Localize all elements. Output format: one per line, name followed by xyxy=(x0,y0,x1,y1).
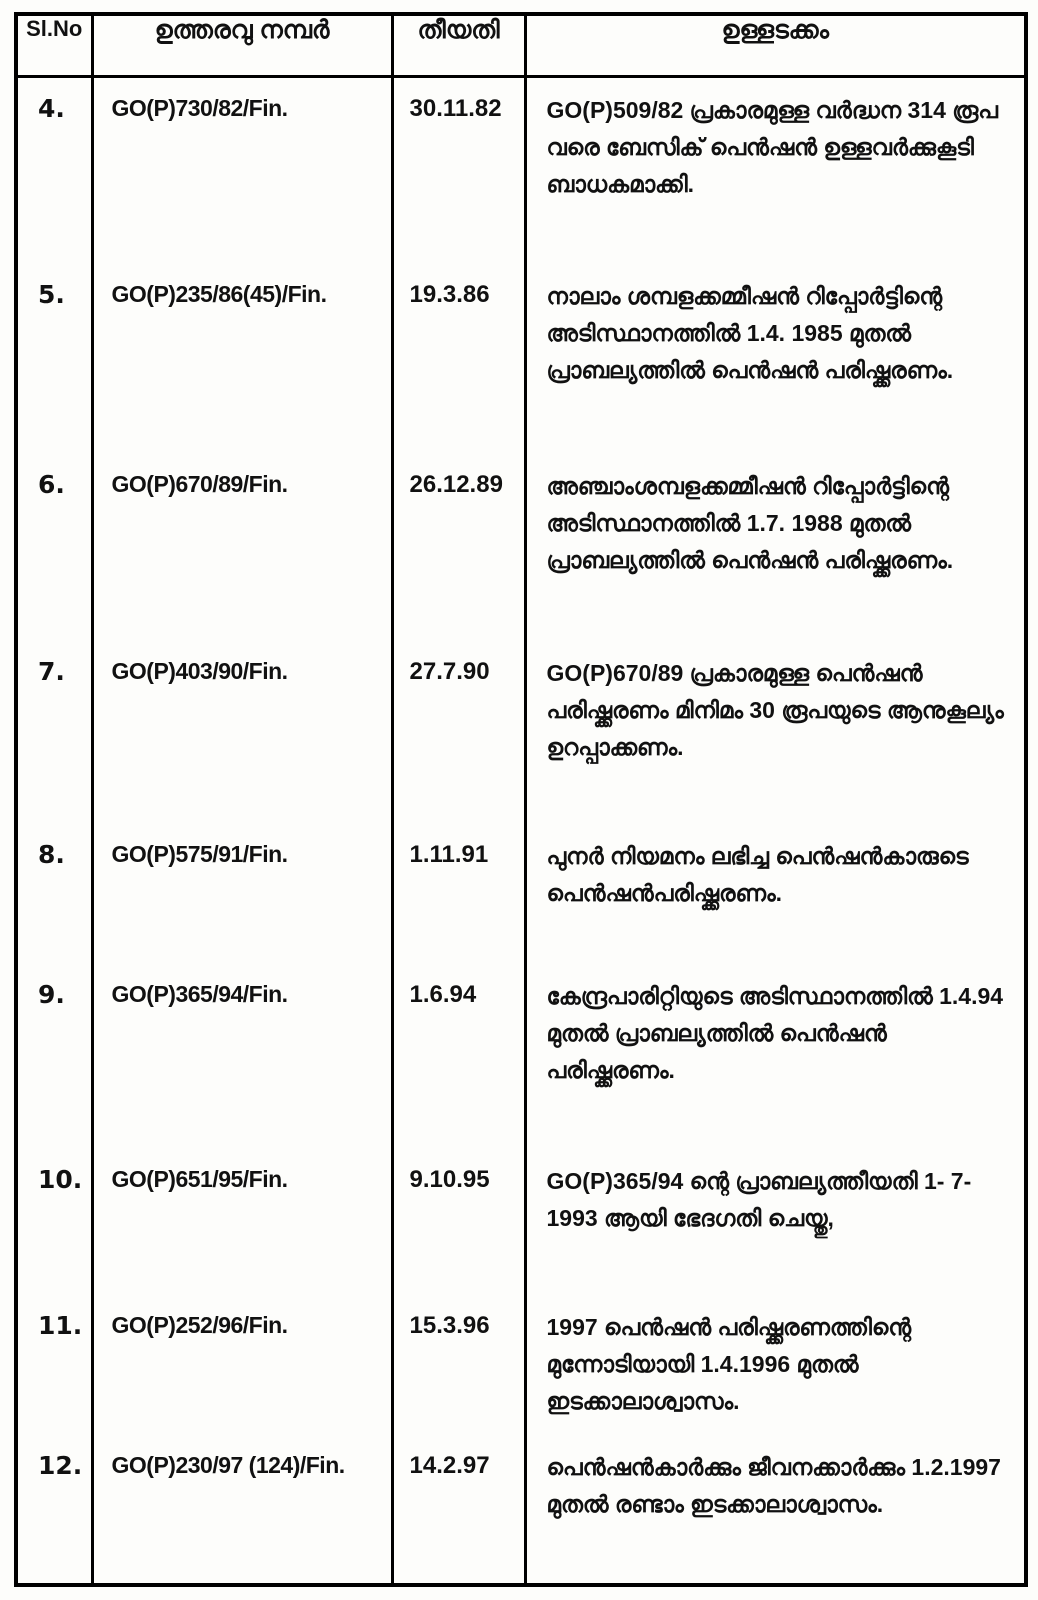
table-row xyxy=(16,1295,1026,1435)
table-row xyxy=(16,641,1026,824)
header-order-number: ഉത്തരവു നമ്പർ xyxy=(92,14,392,76)
cell-order-number: GO(P)365/94/Fin. xyxy=(92,964,392,1149)
cell-sl-no: 4. xyxy=(38,93,65,123)
cell-date: 14.2.97 xyxy=(392,1435,525,1585)
table-header xyxy=(16,14,1026,76)
cell-date: 1.6.94 xyxy=(392,964,525,1149)
cell-sl-no: 5. xyxy=(38,280,65,309)
cell-date: 30.11.82 xyxy=(392,76,525,264)
cell-date: 9.10.95 xyxy=(392,1149,525,1295)
cell-content: 1997 പെൻഷൻ പരിഷ്ക്കരണത്തിന്റെ മുന്നോടിയായി 1.4.1996 മുതൽ ഇടക്കാലാശ്വാസം. xyxy=(525,1295,1026,1435)
cell-date: 26.12.89 xyxy=(392,454,525,641)
header-content: ഉള്ളടക്കം xyxy=(525,14,1026,76)
table-row xyxy=(16,76,1026,264)
table-row xyxy=(16,454,1026,641)
header-row xyxy=(16,14,1026,76)
cell-content: GO(P)365/94 ന്റെ പ്രാബല്യത്തീയതി 1- 7- 1993 ആയി ഭേദഗതി ചെയ്തു, xyxy=(525,1149,1026,1295)
cell-date: 19.3.86 xyxy=(392,264,525,454)
table-row xyxy=(16,964,1026,1149)
table-body xyxy=(16,76,1026,1585)
cell-content: കേന്ദ്രപാരിറ്റിയുടെ അടിസ്ഥാനത്തിൽ 1.4.94 മുതൽ പ്രാബല്യത്തിൽ പെൻഷൻ പരിഷ്ക്കരണം. xyxy=(525,964,1026,1149)
cell-sl-no: 11. xyxy=(38,1311,83,1340)
cell-content: GO(P)670/89 പ്രകാരമുള്ള പെൻഷൻ പരിഷ്ക്കരണം മിനിമം 30 രൂപയുടെ ആനുകൂല്യം ഉറപ്പാക്കണം. xyxy=(525,641,1026,824)
cell-content: പെൻഷൻകാർക്കും ജീവനക്കാർക്കും 1.2.1997 മുതൽ രണ്ടാം ഇടക്കാലാശ്വാസം. xyxy=(525,1435,1026,1585)
cell-sl-no: 9. xyxy=(38,980,65,1009)
table-row xyxy=(16,1149,1026,1295)
table-row xyxy=(16,824,1026,964)
cell-order-number: GO(P)575/91/Fin. xyxy=(92,824,392,964)
cell-order-number: GO(P)235/86(45)/Fin. xyxy=(92,264,392,454)
cell-date: 1.11.91 xyxy=(392,824,525,964)
cell-date: 15.3.96 xyxy=(392,1295,525,1435)
table-row xyxy=(16,264,1026,454)
cell-order-number: GO(P)403/90/Fin. xyxy=(92,641,392,824)
cell-order-number: GO(P)252/96/Fin. xyxy=(92,1295,392,1435)
cell-content: അഞ്ചാംശമ്പളക്കമ്മീഷൻ റിപ്പോർട്ടിന്റെ അടിസ്ഥാനത്തിൽ 1.7. 1988 മുതൽ പ്രാബല്യത്തിൽ പെൻഷൻ പരിഷ്ക്കരണം. xyxy=(525,454,1026,641)
cell-order-number: GO(P)670/89/Fin. xyxy=(92,454,392,641)
cell-sl-no: 8. xyxy=(38,840,65,869)
header-sl-no: Sl.No xyxy=(16,14,92,76)
cell-order-number: GO(P)651/95/Fin. xyxy=(92,1149,392,1295)
cell-order-number: GO(P)230/97 (124)/Fin. xyxy=(92,1435,392,1585)
cell-order-number: GO(P)730/82/Fin. xyxy=(92,76,392,264)
cell-sl-no: 10. xyxy=(38,1165,83,1194)
cell-sl-no: 7. xyxy=(38,657,65,686)
header-date: തീയതി xyxy=(392,14,525,76)
cell-sl-no: 12. xyxy=(38,1451,83,1480)
government-orders-table xyxy=(14,12,1028,1587)
cell-date: 27.7.90 xyxy=(392,641,525,824)
cell-content: പുനർ നിയമനം ലഭിച്ച പെൻഷൻകാരുടെ പെൻഷൻപരിഷ്ക്കരണം. xyxy=(525,824,1026,964)
cell-sl-no: 6. xyxy=(38,470,65,499)
cell-content: നാലാം ശമ്പളക്കമ്മീഷൻ റിപ്പോർട്ടിന്റെ അടിസ്ഥാനത്തിൽ 1.4. 1985 മുതൽ പ്രാബല്യത്തിൽ പെൻഷൻ പരിഷ്ക്കരണം. xyxy=(525,264,1026,454)
table-row xyxy=(16,1435,1026,1585)
cell-content: GO(P)509/82 പ്രകാരമുള്ള വർദ്ധന 314 രൂപ വരെ ബേസിക് പെൻഷൻ ഉള്ളവർക്കുകൂടി ബാധകമാക്കി. xyxy=(525,76,1026,264)
